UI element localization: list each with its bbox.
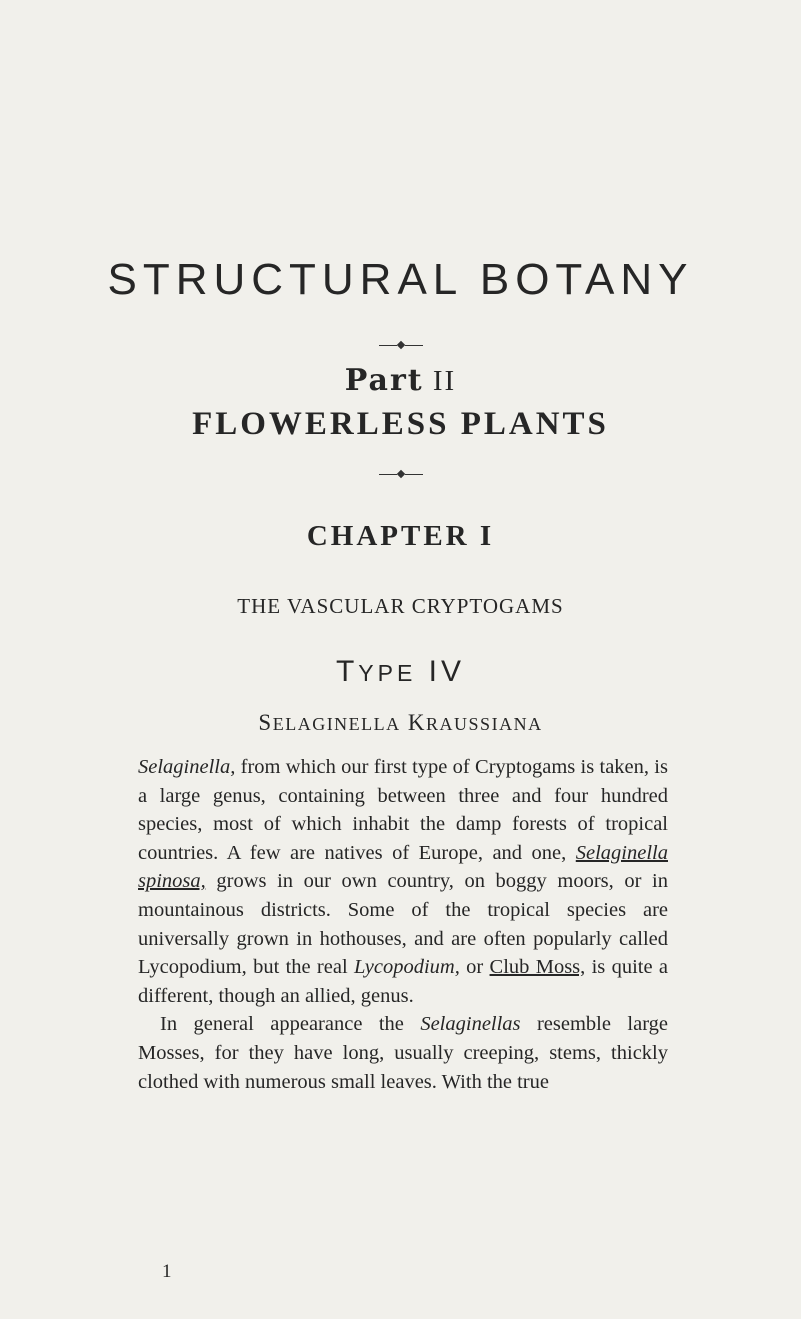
genus-italic: Lycopodium, bbox=[353, 956, 460, 979]
text-run: or bbox=[459, 956, 490, 979]
chapter-title: THE VASCULAR CRYPTOGAMS bbox=[237, 594, 564, 618]
genus-italic: Selaginella, bbox=[138, 756, 236, 778]
body-text bbox=[138, 753, 668, 1096]
species-genus-rest: ELAGINELLA bbox=[272, 714, 401, 734]
species-initial-genus: S bbox=[258, 710, 273, 735]
diamond-icon bbox=[396, 341, 404, 349]
text-run: resemble large Mosses, for they have long, usually creeping, stems, thickly clothed with numerous small leaves. With the true bbox=[138, 1013, 668, 1093]
part-title: FLOWERLESS PLANTS bbox=[192, 406, 609, 442]
paragraph bbox=[138, 1010, 668, 1096]
club-moss-underlined: Club Moss, bbox=[489, 956, 586, 979]
type-number: IV bbox=[428, 655, 466, 688]
type-initial: T bbox=[335, 655, 359, 688]
part-number: II bbox=[432, 365, 457, 397]
type-heading bbox=[0, 657, 801, 687]
part-heading bbox=[0, 363, 801, 398]
species-initial-epithet: K bbox=[407, 710, 427, 735]
text-run: In general appearance the bbox=[160, 1013, 421, 1036]
part-word: Part bbox=[344, 363, 424, 398]
genus-italic: Selaginellas bbox=[420, 1013, 521, 1036]
text-run: grows in our own country, on boggy moors, or in mountainous districts. Some of the tropical species are universally grown in hothouses, and are often popularly called Lycopodium, but the real bbox=[138, 870, 668, 979]
species-italic-underlined: Selaginella spinosa, bbox=[138, 841, 668, 893]
chapter-heading: CHAPTER I bbox=[306, 520, 495, 552]
text-run: from which our first type of Cryptogams is taken, is a large genus, containing between three and four hundred species, most of which inhabit the damp forests of tropical countries. A few are natives of Europe, and one, bbox=[138, 756, 668, 864]
ornament-divider bbox=[0, 467, 801, 479]
book-title: STRUCTURAL BOTANY bbox=[107, 255, 694, 304]
ornament-divider bbox=[0, 338, 801, 350]
species-epithet-rest: RAUSSIANA bbox=[426, 714, 543, 734]
diamond-icon bbox=[396, 470, 404, 478]
species-heading bbox=[0, 711, 801, 734]
page-number: 1 bbox=[162, 1261, 172, 1282]
paragraph bbox=[138, 753, 668, 1010]
type-rest: YPE bbox=[358, 660, 417, 686]
text-run: is quite a different, though an allied, genus. bbox=[138, 956, 668, 1007]
